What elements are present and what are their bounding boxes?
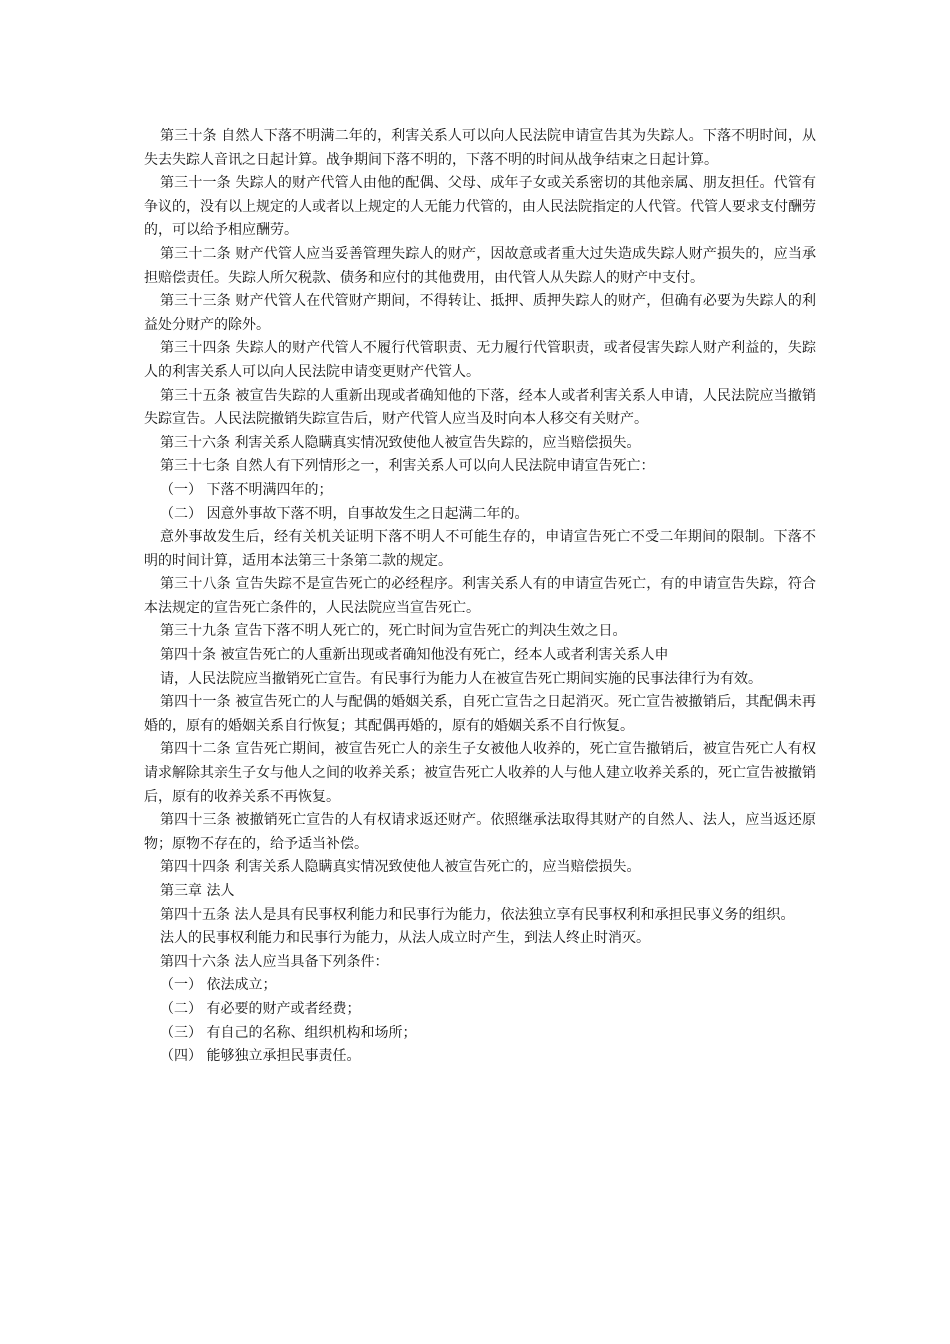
chapter-heading: 第三章 法人 xyxy=(160,883,235,899)
paragraph-article-34: 第三十四条 失踪人的财产代管人不履行代管职责、无力履行代管职责，或者侵害失踪人财产利益的，失踪人的利害关系人可以向人民法院申请变更财产代管人。 xyxy=(144,340,816,380)
list-item-46-1: （一） 依法成立； xyxy=(160,977,277,994)
paragraph-article-32: 第三十二条 财产代管人应当妥善管理失踪人的财产，因故意或者重大过失造成失踪人财产损失的，应当承担赔偿责任。失踪人所欠税款、债务和应付的其他费用，由代管人从失踪人的财产中支付。 xyxy=(144,245,816,286)
paragraph-article-46: 第四十六条 法人应当具备下列条件： xyxy=(160,953,389,970)
paragraph-article-42: 第四十二条 宣告死亡期间，被宣告死亡人的亲生子女被他人收养的，死亡宣告撤销后，被宣告死亡人有权请求解除其亲生子女与他人之间的收养关系；被宣告死亡人收养的人与他人建立收养关系的，死亡宣告被撤销后，原有的收养关系不再恢复。 xyxy=(144,741,816,805)
paragraph-article-40-continued: 请，人民法院应当撤销死亡宣告。有民事行为能力人在被宣告死亡期间实施的民事法律行为有效。 xyxy=(160,670,762,687)
paragraph-article-45: 第四十五条 法人是具有民事权利能力和民事行为能力，依法独立享有民事权利和承担民事义务的组织。 xyxy=(160,906,795,923)
list-item-46-4: （四） 能够独立承担民事责任。 xyxy=(160,1048,361,1065)
paragraph-article-30: 第三十条 自然人下落不明满二年的，利害关系人可以向人民法院申请宣告其为失踪人。下落不明时间，从失去失踪人音讯之日起计算。战争期间下落不明的，下落不明的时间从战争结束之日起计算。 xyxy=(144,128,816,168)
list-item-37-2: （二） 因意外事故下落不明，自事故发生之日起满二年的。 xyxy=(160,505,529,522)
paragraph-article-37: 第三十七条 自然人有下列情形之一，利害关系人可以向人民法院申请宣告死亡： xyxy=(160,458,655,475)
paragraph-article-36: 第三十六条 利害关系人隐瞒真实情况致使他人被宣告失踪的，应当赔偿损失。 xyxy=(160,434,641,451)
paragraph-article-41: 第四十一条 被宣告死亡的人与配偶的婚姻关系，自死亡宣告之日起消灭。死亡宣告被撤销后，其配偶未再婚的，原有的婚姻关系自行恢复；其配偶再婚的，原有的婚姻关系不自行恢复。 xyxy=(144,694,816,734)
paragraph-article-38: 第三十八条 宣告失踪不是宣告死亡的必经程序。利害关系人有的申请宣告死亡，有的申请宣告失踪，符合本法规定的宣告死亡条件的，人民法院应当宣告死亡。 xyxy=(144,576,816,616)
paragraph-article-37-note: 意外事故发生后，经有关机关证明下落不明人不可能生存的，申请宣告死亡不受二年期间的限制。下落不明的时间计算，适用本法第三十条第二款的规定。 xyxy=(144,529,816,569)
paragraph-article-45-2: 法人的民事权利能力和民事行为能力，从法人成立时产生，到法人终止时消灭。 xyxy=(160,930,650,947)
paragraph-article-39: 第三十九条 宣告下落不明人死亡的，死亡时间为宣告死亡的判决生效之日。 xyxy=(160,623,627,640)
list-item-37-1: （一） 下落不明满四年的； xyxy=(160,481,333,498)
document-page xyxy=(144,125,816,1069)
paragraph-article-43: 第四十三条 被撤销死亡宣告的人有权请求返还财产。依照继承法取得其财产的自然人、法人，应当返还原物；原物不存在的，给予适当补偿。 xyxy=(144,812,816,852)
paragraph-article-40: 第四十条 被宣告死亡的人重新出现或者确知他没有死亡，经本人或者利害关系人申 xyxy=(160,647,669,664)
paragraph-article-33: 第三十三条 财产代管人在代管财产期间，不得转让、抵押、质押失踪人的财产，但确有必要为失踪人的利益处分财产的除外。 xyxy=(144,293,816,333)
paragraph-article-44: 第四十四条 利害关系人隐瞒真实情况致使他人被宣告死亡的，应当赔偿损失。 xyxy=(160,859,641,876)
list-item-46-3: （三） 有自己的名称、组织机构和场所； xyxy=(160,1024,417,1041)
list-item-46-2: （二） 有必要的财产或者经费； xyxy=(160,1000,361,1017)
paragraph-article-35: 第三十五条 被宣告失踪的人重新出现或者确知他的下落，经本人或者利害关系人申请，人民法院应当撤销失踪宣告。人民法院撤销失踪宣告后，财产代管人应当及时向本人移交有关财产。 xyxy=(144,387,816,428)
paragraph-article-31: 第三十一条 失踪人的财产代管人由他的配偶、父母、成年子女或关系密切的其他亲属、朋友担任。代管有争议的，没有以上规定的人或者以上规定的人无能力代管的，由人民法院指定的人代管。代管人要求支付酬劳的，可以给予相应酬劳。 xyxy=(144,175,816,239)
